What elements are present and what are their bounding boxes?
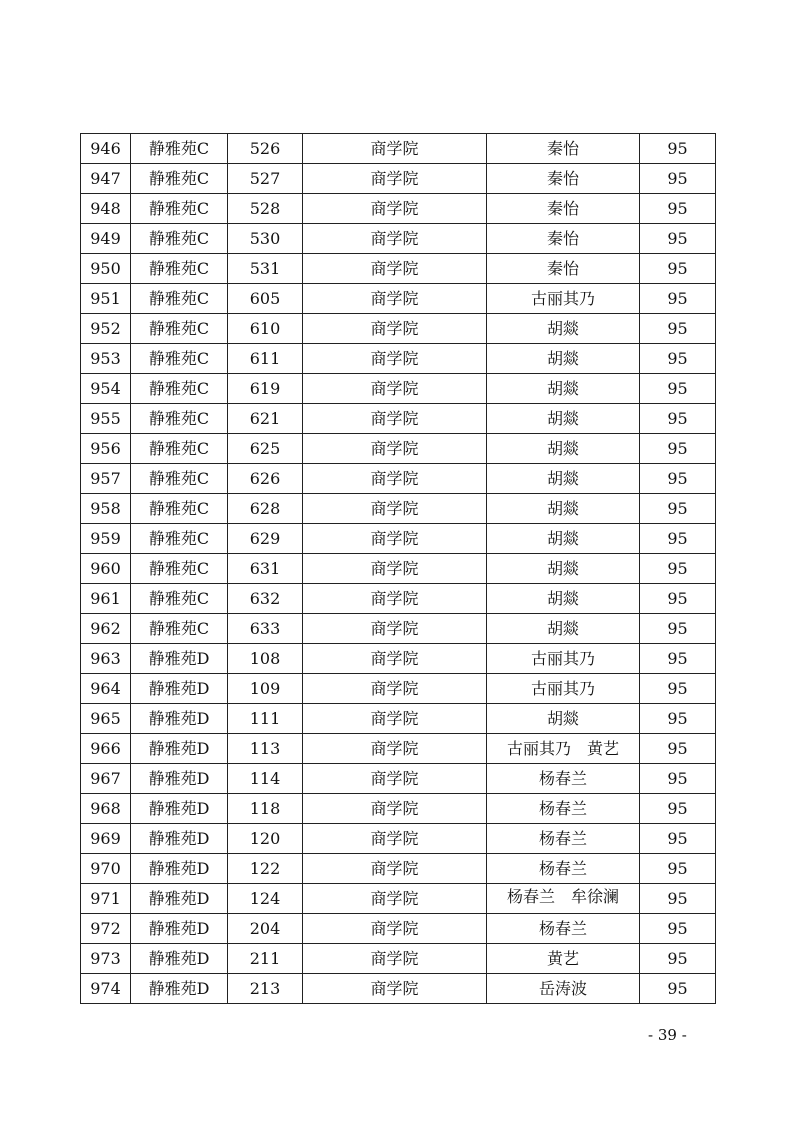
counselor-cell: 古丽其乃 (487, 644, 640, 674)
college-cell: 商学院 (303, 464, 487, 494)
table-row (81, 134, 716, 164)
counselor-cell: 胡燚 (487, 554, 640, 584)
counselor-cell: 古丽其乃 黄艺 (487, 734, 640, 764)
room-cell: 619 (228, 374, 303, 404)
score-cell: 95 (640, 224, 716, 254)
row-number-cell: 974 (81, 974, 131, 1004)
row-number-cell: 959 (81, 524, 131, 554)
score-cell: 95 (640, 704, 716, 734)
counselor-cell: 胡燚 (487, 464, 640, 494)
counselor-cell: 胡燚 (487, 494, 640, 524)
score-cell: 95 (640, 974, 716, 1004)
counselor-cell: 胡燚 (487, 434, 640, 464)
row-number-cell: 958 (81, 494, 131, 524)
score-cell: 95 (640, 794, 716, 824)
score-cell: 95 (640, 434, 716, 464)
building-cell: 静雅苑C (131, 374, 228, 404)
row-number-cell: 952 (81, 314, 131, 344)
table-row (81, 614, 716, 644)
building-cell: 静雅苑C (131, 614, 228, 644)
room-cell: 621 (228, 404, 303, 434)
counselor-cell: 秦怡 (487, 194, 640, 224)
college-cell: 商学院 (303, 164, 487, 194)
room-cell: 632 (228, 584, 303, 614)
row-number-cell: 965 (81, 704, 131, 734)
score-cell: 95 (640, 314, 716, 344)
college-cell: 商学院 (303, 914, 487, 944)
row-number-cell: 971 (81, 884, 131, 914)
room-cell: 528 (228, 194, 303, 224)
college-cell: 商学院 (303, 704, 487, 734)
room-cell: 605 (228, 284, 303, 314)
room-cell: 124 (228, 884, 303, 914)
college-cell: 商学院 (303, 254, 487, 284)
counselor-text: 杨春兰 牟徐澜 (506, 887, 619, 906)
building-cell: 静雅苑D (131, 734, 228, 764)
row-number-cell: 972 (81, 914, 131, 944)
row-number-cell: 948 (81, 194, 131, 224)
score-cell: 95 (640, 554, 716, 584)
building-cell: 静雅苑D (131, 674, 228, 704)
row-number-cell: 961 (81, 584, 131, 614)
score-cell: 95 (640, 614, 716, 644)
room-cell: 611 (228, 344, 303, 374)
building-cell: 静雅苑C (131, 194, 228, 224)
row-number-cell: 946 (81, 134, 131, 164)
table-row (81, 404, 716, 434)
college-cell: 商学院 (303, 434, 487, 464)
building-cell: 静雅苑C (131, 434, 228, 464)
room-cell: 610 (228, 314, 303, 344)
college-cell: 商学院 (303, 134, 487, 164)
table-row (81, 344, 716, 374)
counselor-cell: 秦怡 (487, 224, 640, 254)
counselor-cell: 杨春兰 (487, 764, 640, 794)
college-cell: 商学院 (303, 764, 487, 794)
table-row (81, 794, 716, 824)
table-row (81, 464, 716, 494)
dormitory-table (80, 133, 716, 1004)
table-row (81, 644, 716, 674)
table-row (81, 164, 716, 194)
table-row (81, 824, 716, 854)
row-number-cell: 951 (81, 284, 131, 314)
score-cell: 95 (640, 824, 716, 854)
building-cell: 静雅苑C (131, 314, 228, 344)
room-cell: 118 (228, 794, 303, 824)
table-row (81, 494, 716, 524)
row-number-cell: 949 (81, 224, 131, 254)
counselor-cell: 胡燚 (487, 404, 640, 434)
counselor-cell: 胡燚 (487, 374, 640, 404)
college-cell: 商学院 (303, 494, 487, 524)
score-cell: 95 (640, 164, 716, 194)
counselor-cell: 胡燚 (487, 614, 640, 644)
building-cell: 静雅苑D (131, 764, 228, 794)
room-cell: 108 (228, 644, 303, 674)
score-cell: 95 (640, 194, 716, 224)
row-number-cell: 973 (81, 944, 131, 974)
building-cell: 静雅苑D (131, 824, 228, 854)
room-cell: 211 (228, 944, 303, 974)
counselor-cell: 胡燚 (487, 584, 640, 614)
table-row (81, 314, 716, 344)
room-cell: 120 (228, 824, 303, 854)
college-cell: 商学院 (303, 224, 487, 254)
room-cell: 213 (228, 974, 303, 1004)
college-cell: 商学院 (303, 674, 487, 704)
table-body (81, 134, 716, 1004)
table-row (81, 254, 716, 284)
score-cell: 95 (640, 854, 716, 884)
row-number-cell: 957 (81, 464, 131, 494)
room-cell: 114 (228, 764, 303, 794)
row-number-cell: 955 (81, 404, 131, 434)
counselor-cell: 秦怡 (487, 164, 640, 194)
college-cell: 商学院 (303, 194, 487, 224)
page-number: - 39 - (648, 1026, 687, 1044)
building-cell: 静雅苑D (131, 644, 228, 674)
table-row (81, 734, 716, 764)
building-cell: 静雅苑C (131, 464, 228, 494)
room-cell: 633 (228, 614, 303, 644)
row-number-cell: 953 (81, 344, 131, 374)
row-number-cell: 968 (81, 794, 131, 824)
college-cell: 商学院 (303, 554, 487, 584)
counselor-cell: 胡燚 (487, 524, 640, 554)
building-cell: 静雅苑D (131, 704, 228, 734)
building-cell: 静雅苑C (131, 254, 228, 284)
building-cell: 静雅苑C (131, 554, 228, 584)
table-row (81, 974, 716, 1004)
row-number-cell: 963 (81, 644, 131, 674)
table-row (81, 884, 716, 914)
college-cell: 商学院 (303, 404, 487, 434)
college-cell: 商学院 (303, 944, 487, 974)
score-cell: 95 (640, 734, 716, 764)
table-row (81, 674, 716, 704)
table-row (81, 524, 716, 554)
table-row (81, 284, 716, 314)
college-cell: 商学院 (303, 614, 487, 644)
room-cell: 113 (228, 734, 303, 764)
college-cell: 商学院 (303, 824, 487, 854)
row-number-cell: 960 (81, 554, 131, 584)
counselor-cell: 胡燚 (487, 344, 640, 374)
counselor-cell: 古丽其乃 (487, 284, 640, 314)
counselor-cell: 杨春兰 (487, 824, 640, 854)
counselor-cell: 岳涛波 (487, 974, 640, 1004)
room-cell: 629 (228, 524, 303, 554)
college-cell: 商学院 (303, 854, 487, 884)
score-cell: 95 (640, 764, 716, 794)
building-cell: 静雅苑C (131, 344, 228, 374)
row-number-cell: 964 (81, 674, 131, 704)
college-cell: 商学院 (303, 374, 487, 404)
college-cell: 商学院 (303, 524, 487, 554)
counselor-cell: 秦怡 (487, 254, 640, 284)
score-cell: 95 (640, 524, 716, 554)
score-cell: 95 (640, 374, 716, 404)
score-cell: 95 (640, 584, 716, 614)
room-cell: 625 (228, 434, 303, 464)
building-cell: 静雅苑D (131, 854, 228, 884)
college-cell: 商学院 (303, 284, 487, 314)
room-cell: 527 (228, 164, 303, 194)
table-row (81, 944, 716, 974)
table-row (81, 434, 716, 464)
college-cell: 商学院 (303, 974, 487, 1004)
counselor-cell: 胡燚 (487, 704, 640, 734)
row-number-cell: 967 (81, 764, 131, 794)
score-cell: 95 (640, 254, 716, 284)
row-number-cell: 970 (81, 854, 131, 884)
score-cell: 95 (640, 944, 716, 974)
score-cell: 95 (640, 914, 716, 944)
score-cell: 95 (640, 134, 716, 164)
building-cell: 静雅苑D (131, 914, 228, 944)
counselor-cell: 秦怡 (487, 134, 640, 164)
college-cell: 商学院 (303, 584, 487, 614)
table-row (81, 704, 716, 734)
building-cell: 静雅苑D (131, 944, 228, 974)
score-cell: 95 (640, 404, 716, 434)
college-cell: 商学院 (303, 734, 487, 764)
counselor-cell (487, 884, 640, 914)
table-row (81, 374, 716, 404)
building-cell: 静雅苑C (131, 134, 228, 164)
building-cell: 静雅苑C (131, 404, 228, 434)
row-number-cell: 950 (81, 254, 131, 284)
counselor-cell: 杨春兰 (487, 854, 640, 884)
counselor-cell: 杨春兰 (487, 794, 640, 824)
building-cell: 静雅苑C (131, 494, 228, 524)
table-row (81, 914, 716, 944)
counselor-cell: 黄艺 (487, 944, 640, 974)
building-cell: 静雅苑D (131, 884, 228, 914)
college-cell: 商学院 (303, 884, 487, 914)
score-cell: 95 (640, 464, 716, 494)
row-number-cell: 969 (81, 824, 131, 854)
counselor-cell: 杨春兰 (487, 914, 640, 944)
table-row (81, 554, 716, 584)
college-cell: 商学院 (303, 314, 487, 344)
room-cell: 628 (228, 494, 303, 524)
room-cell: 531 (228, 254, 303, 284)
counselor-cell: 胡燚 (487, 314, 640, 344)
building-cell: 静雅苑C (131, 224, 228, 254)
building-cell: 静雅苑C (131, 584, 228, 614)
building-cell: 静雅苑D (131, 794, 228, 824)
room-cell: 111 (228, 704, 303, 734)
room-cell: 122 (228, 854, 303, 884)
table-row (81, 764, 716, 794)
room-cell: 530 (228, 224, 303, 254)
building-cell: 静雅苑C (131, 164, 228, 194)
college-cell: 商学院 (303, 644, 487, 674)
score-cell: 95 (640, 494, 716, 524)
college-cell: 商学院 (303, 344, 487, 374)
college-cell: 商学院 (303, 794, 487, 824)
table-row (81, 584, 716, 614)
row-number-cell: 956 (81, 434, 131, 464)
counselor-cell: 古丽其乃 (487, 674, 640, 704)
room-cell: 526 (228, 134, 303, 164)
score-cell: 95 (640, 344, 716, 374)
room-cell: 626 (228, 464, 303, 494)
room-cell: 204 (228, 914, 303, 944)
row-number-cell: 966 (81, 734, 131, 764)
room-cell: 631 (228, 554, 303, 584)
table-row (81, 854, 716, 884)
building-cell: 静雅苑D (131, 974, 228, 1004)
score-cell: 95 (640, 674, 716, 704)
room-cell: 109 (228, 674, 303, 704)
row-number-cell: 947 (81, 164, 131, 194)
score-cell: 95 (640, 884, 716, 914)
row-number-cell: 962 (81, 614, 131, 644)
table-row (81, 224, 716, 254)
score-cell: 95 (640, 284, 716, 314)
building-cell: 静雅苑C (131, 524, 228, 554)
score-cell: 95 (640, 644, 716, 674)
building-cell: 静雅苑C (131, 284, 228, 314)
row-number-cell: 954 (81, 374, 131, 404)
table-row (81, 194, 716, 224)
